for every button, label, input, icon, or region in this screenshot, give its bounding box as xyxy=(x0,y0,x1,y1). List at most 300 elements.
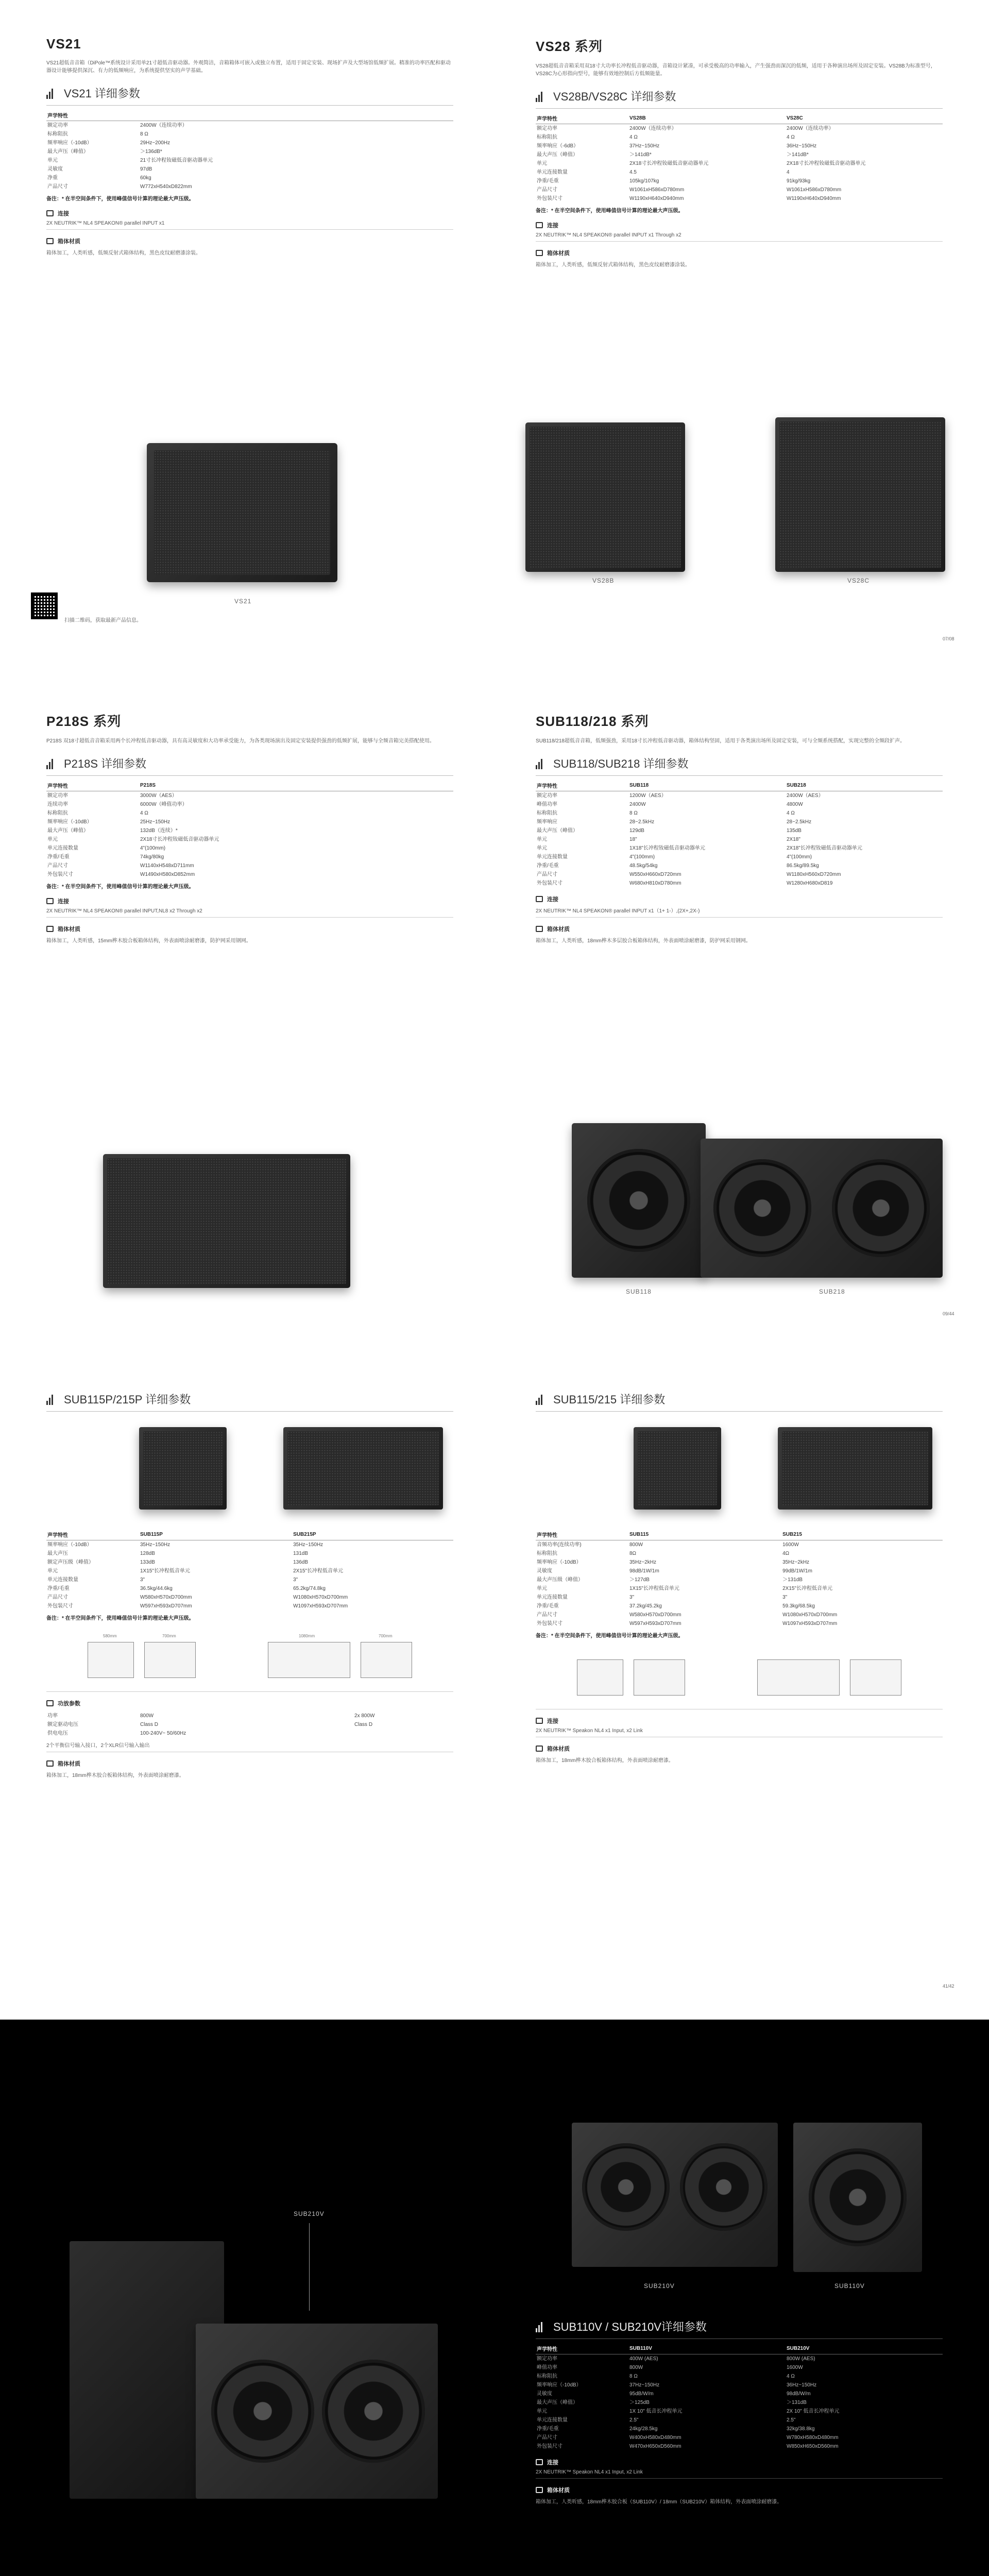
spec-value: ＞131dB xyxy=(782,1577,803,1583)
spec-value: 3" xyxy=(140,1577,145,1583)
divider xyxy=(46,917,453,918)
sub110v-spec-table xyxy=(536,2343,943,2451)
spec-value: 8 Ω xyxy=(629,810,638,816)
spec-value: Class D xyxy=(140,1722,159,1727)
spec-label: 净重/毛重 xyxy=(537,1603,559,1609)
spec-value: 1600W xyxy=(787,2365,803,2370)
spec-label: 灵敏度 xyxy=(537,1568,552,1574)
spec-label: 单元连接数量 xyxy=(537,170,568,175)
p218s-finish-body: 箱体加工，人类听感，15mm桦木胶合板箱体结构，外表面喷涂耐磨漆，防护网采用钢网。 xyxy=(46,938,251,944)
spec-value: W1190xH640xD940mm xyxy=(629,196,684,201)
spec-value: 36.5kg/44.6kg xyxy=(140,1586,173,1591)
spec-value: 29Hz~200Hz xyxy=(140,140,170,146)
table-header xyxy=(139,110,453,121)
spec-value: 74kg/80kg xyxy=(140,854,164,860)
spec-value: 35Hz~2kHz xyxy=(782,1560,810,1565)
vs28-intro: VS28超低音音箱采用双18寸大功率长冲程低音驱动器，音箱设计紧凑，可承受极高的功率输入，产生强劲而深沉的低频，适用于各种演出场所及固定安装。VS28B为标准型号，VS28C为心形指向型号，能够有效地控制后方低频能量。 xyxy=(536,63,936,77)
spec-label: 功率 xyxy=(47,1713,58,1719)
spec-value: 35Hz~150Hz xyxy=(140,1542,170,1548)
spec-value: W1490xH580xD852mm xyxy=(140,872,195,877)
dimension-label: 580mm xyxy=(103,1634,117,1638)
connector-icon xyxy=(46,898,54,904)
table-row xyxy=(46,1540,453,1550)
vs28-sec-head xyxy=(536,88,943,104)
spec-value: W580xH570xD700mm xyxy=(140,1595,192,1600)
divider xyxy=(536,108,943,109)
sub118-conn-body: 2X NEUTRIK™ NL4 SPEAKON® parallel INPUT x1（1+ 1-）,(2X+,2X-) xyxy=(536,908,700,914)
table-row xyxy=(536,853,943,861)
spec-value: ＞131dB xyxy=(787,2400,807,2405)
spec-value: W1080xH570xD700mm xyxy=(293,1595,348,1600)
spec-label: 单元连接数量 xyxy=(47,845,78,851)
divider xyxy=(46,1691,453,1692)
spec-label: 频率响应（-10dB） xyxy=(47,1542,92,1548)
spec-value: 37Hz~150Hz xyxy=(629,143,660,149)
p218s-sec-title: P218S 详细参数 xyxy=(64,757,147,770)
spec-value: W1097xH593xD707mm xyxy=(293,1603,348,1609)
spec-label: 标称阻抗 xyxy=(537,810,557,816)
p218s-sec-head xyxy=(46,755,453,771)
page-number: 41/42 xyxy=(943,1984,954,1989)
sub118-section xyxy=(536,711,943,944)
spec-value: W1061xH586xD780mm xyxy=(629,187,685,193)
vs28c-caption: VS28C xyxy=(847,577,870,584)
sub115p-conn-body: 2个平衡信号输入接口，2个XLR信号输入输出 xyxy=(46,1743,150,1749)
page-number: 09/44 xyxy=(943,1311,954,1316)
spec-value: 105kg/107kg xyxy=(629,178,659,184)
spec-label: 单元 xyxy=(47,158,58,163)
spec-label: 单元 xyxy=(537,161,547,166)
spec-label: 额定驱动电压 xyxy=(47,1722,78,1727)
table-row xyxy=(46,174,453,182)
spec-value: 97dB xyxy=(140,166,152,172)
p218s-conn-head xyxy=(46,897,453,905)
spec-label: 产品尺寸 xyxy=(537,187,557,193)
spec-value: 800W (AES) xyxy=(787,2356,815,2362)
spec-label: 单元 xyxy=(537,845,547,851)
table-row xyxy=(536,168,943,177)
spec-value: 100-240V~ 50/60Hz xyxy=(140,1731,186,1736)
sub118-sec-head xyxy=(536,755,943,771)
sub115-conn-body: 2X NEUTRIK™ Speakon NL4 x1 Input, x2 Link xyxy=(536,1728,643,1734)
sub115p-section xyxy=(46,1381,453,1778)
finish-title: 箱体材质 xyxy=(58,926,80,933)
spec-value: 32kg/38.8kg xyxy=(787,2426,815,2432)
spec-value: W1180xH560xD720mm xyxy=(787,872,841,877)
table-row xyxy=(536,1558,943,1567)
divider xyxy=(46,229,453,230)
bars-icon xyxy=(536,2321,548,2332)
table-row xyxy=(536,1611,943,1619)
cabinet-icon xyxy=(536,250,543,256)
vs21-note: 备注：* 在半空间条件下，使用峰值信号计算的理论最大声压级。 xyxy=(46,196,194,202)
table-row xyxy=(46,1575,453,1584)
sub115-spec-table xyxy=(536,1529,943,1628)
qr-code-icon xyxy=(31,592,58,619)
vs21-spec-table xyxy=(46,110,453,191)
spec-label: 单元连接数量 xyxy=(537,1595,568,1600)
table-row xyxy=(536,879,943,888)
sub118-finish-body: 箱体加工，人类听感，18mm桦木多层胶合板箱体结构，外表面喷涂耐磨漆，防护网采用钢网。 xyxy=(536,938,751,944)
connector-icon xyxy=(46,210,54,216)
spec-value: 4 Ω xyxy=(787,2374,795,2379)
spec-value: W1280xH680xD819 xyxy=(787,880,833,886)
spec-label: 最大声压（峰值） xyxy=(47,149,89,155)
sub115-images xyxy=(536,1412,943,1525)
spec-value: 1200W（AES） xyxy=(629,793,667,799)
spec-value: 2X18"长冲程钕磁低音驱动器单元 xyxy=(787,845,862,851)
spec-value: 35Hz~2kHz xyxy=(629,1560,656,1565)
spec-label: 净重/毛重 xyxy=(537,178,559,184)
spec-label: 净重 xyxy=(47,175,58,181)
finish-title: 箱体材质 xyxy=(58,1761,80,1767)
sub115p-amp-table xyxy=(46,1711,453,1738)
cabinet-icon xyxy=(536,1745,543,1752)
spec-value: W1140xH548xD711mm xyxy=(140,863,194,869)
sub115p-sec-head xyxy=(46,1391,453,1407)
dimension-drawing xyxy=(577,1659,623,1696)
table-row xyxy=(536,1549,943,1558)
divider xyxy=(536,2478,943,2479)
table-header: 声学特性 xyxy=(536,2343,628,2354)
spec-value: 59.3kg/68.5kg xyxy=(782,1603,815,1609)
sub118-intro: SUB118/218超低音音箱，低频强劲，采用18寸长冲程低音驱动器，箱体结构坚固，适用于各类演出场所及固定安装，可与全频系统搭配，实现完整的全频段扩声。 xyxy=(536,738,906,744)
spec-label: 最大声压 xyxy=(47,1551,68,1556)
cabinet-icon xyxy=(46,926,54,932)
sub115p-note: 备注：* 在半空间条件下，使用峰值信号计算的理论最大声压级。 xyxy=(46,1616,194,1621)
spec-label: 产品尺寸 xyxy=(47,1595,68,1600)
spec-value: 4 Ω xyxy=(629,134,638,140)
table-row xyxy=(536,2389,943,2398)
table-row xyxy=(46,1584,453,1593)
spec-value: 2X18寸长冲程钕磁低音驱动器单元 xyxy=(629,161,709,166)
table-row xyxy=(46,1729,453,1738)
spec-label: 峰值功率 xyxy=(537,2365,557,2370)
table-row xyxy=(536,1540,943,1550)
sub115p-finish-body: 箱体加工，18mm桦木胶合板箱体结构，外表面喷涂耐磨漆。 xyxy=(46,1773,184,1778)
table-header: SUB115 xyxy=(628,1529,781,1540)
sub115p-dimension-drawings xyxy=(46,1626,453,1688)
sub115-finish-head xyxy=(536,1744,943,1753)
spec-value: 86.5kg/89.5kg xyxy=(787,863,819,869)
table-row xyxy=(536,177,943,185)
spec-value: 36Hz~150Hz xyxy=(787,2382,817,2388)
spec-label: 单元 xyxy=(537,1586,547,1591)
vs21-intro: VS21超低音音箱（DiPole™系统设计采用单21寸超低音驱动器。外观简洁，音箱箱体可嵌入或独立布置，适用于固定安装、现场扩声及大型场馆低频扩展。精准的功率匹配和驱动器设计能够提供深沉、有力的低频响应，为系统提供坚实的声学基础。 xyxy=(46,60,451,74)
vs21-conn-head xyxy=(46,209,453,217)
spec-value: 800W xyxy=(629,1542,643,1548)
table-row xyxy=(46,121,453,130)
divider xyxy=(46,775,453,776)
sub110v-sec-title: SUB110V / SUB210V详细参数 xyxy=(553,2320,707,2333)
spec-label: 净重/毛重 xyxy=(47,1586,70,1591)
table-header: 声学特性 xyxy=(536,780,628,791)
table-row xyxy=(536,2372,943,2381)
amplifier-icon xyxy=(46,1700,54,1706)
spec-value: 99dB/1W/1m xyxy=(782,1568,812,1574)
finish-title: 箱体材质 xyxy=(547,250,570,257)
sub115p-sec-title: SUB115P/215P 详细参数 xyxy=(64,1393,191,1406)
p218s-intro: P218S 双18寸超低音音箱采用两个长冲程低音驱动器，具有高灵敏度和大功率承受能力，为各类现场演出及固定安装提供强劲的低频扩展，能够与全频音箱完美搭配使用。 xyxy=(46,738,435,744)
spec-value: 128dB xyxy=(140,1551,155,1556)
spec-value: 2400W（连续功率） xyxy=(629,126,677,131)
table-row xyxy=(536,2416,943,2425)
table-row xyxy=(536,826,943,835)
spec-value: 35Hz~150Hz xyxy=(293,1542,323,1548)
sub118-finish-head xyxy=(536,925,943,933)
sub118-conn-head xyxy=(536,895,943,903)
table-row xyxy=(536,1575,943,1584)
sub115-sec-title: SUB115/215 详细参数 xyxy=(553,1393,666,1406)
sub110v-conn-head xyxy=(536,2458,943,2466)
spec-value: ＞141dB* xyxy=(787,152,809,158)
vs28-title: VS28 系列 xyxy=(536,39,603,54)
spec-label: 外包装尺寸 xyxy=(47,872,73,877)
callout-label: SUB210V xyxy=(294,2210,325,2217)
table-header: 声学特性 xyxy=(536,1529,628,1540)
spec-value: 28~2.5kHz xyxy=(629,819,655,825)
spec-value: 133dB xyxy=(140,1560,155,1565)
spec-value: 2X18寸长冲程钕磁低音驱动器单元 xyxy=(140,837,219,842)
divider xyxy=(536,241,943,242)
table-row xyxy=(46,826,453,835)
vs21-conn-body: 2X NEUTRIK™ NL4 SPEAKON® parallel INPUT x1 xyxy=(46,221,165,226)
sub115-sec-head xyxy=(536,1391,943,1407)
spec-value: 37Hz~150Hz xyxy=(629,2382,660,2388)
conn-title: 连接 xyxy=(547,1718,558,1724)
spec-value: W680xH810xD780mm xyxy=(629,880,681,886)
spec-value: 2X 10" 低音长冲程单元 xyxy=(787,2409,840,2414)
sub118-speaker-image xyxy=(572,1123,706,1278)
spec-value: 2.5" xyxy=(629,2417,639,2423)
finish-title: 箱体材质 xyxy=(547,2487,570,2494)
divider xyxy=(46,105,453,106)
spec-label: 标称阻抗 xyxy=(537,134,557,140)
spec-value: 135dB xyxy=(787,828,802,834)
table-row xyxy=(46,1549,453,1558)
sub110v-caption: SUB110V xyxy=(834,2282,865,2290)
spec-value: 6000W（峰值功率） xyxy=(140,802,187,807)
spec-value: 2400W xyxy=(629,802,646,807)
spec-label: 外包装尺寸 xyxy=(537,2444,562,2449)
spec-label: 频率响应 xyxy=(537,819,557,825)
p218s-section xyxy=(46,711,453,944)
bars-icon xyxy=(536,758,548,769)
spec-label: 单元 xyxy=(47,1568,58,1574)
spec-value: 3" xyxy=(293,1577,298,1583)
spec-value: 1X 10" 低音长冲程单元 xyxy=(629,2409,683,2414)
spec-value: 2X15"长冲程低音单元 xyxy=(782,1586,832,1591)
table-row xyxy=(46,818,453,826)
cabinet-icon xyxy=(536,926,543,932)
spec-label: 最大声压（峰值） xyxy=(537,828,578,834)
sub210v-caption: SUB210V xyxy=(644,2282,675,2290)
spec-label: 净重/毛重 xyxy=(47,854,70,860)
table-row xyxy=(46,870,453,879)
spec-label: 峰值功率 xyxy=(537,802,557,807)
sub118-title: SUB118/218 系列 xyxy=(536,714,649,729)
spec-value: W470xH650xD560mm xyxy=(629,2444,681,2449)
spec-value: 800W xyxy=(140,1713,154,1719)
table-row xyxy=(46,853,453,861)
p218s-conn-body: 2X NEUTRIK™ NL4 SPEAKON® parallel INPUT,NL8 x2 Through x2 xyxy=(46,908,202,914)
vs21-finish-body: 箱体加工，人类听感，低频反射式箱体结构，黑色皮纹耐磨漆涂装。 xyxy=(46,250,201,256)
table-row xyxy=(46,861,453,870)
table-header: VS28B xyxy=(628,113,786,124)
sub115-finish-body: 箱体加工，18mm桦木胶合板箱体结构，外表面喷涂耐磨漆。 xyxy=(536,1758,674,1764)
bars-icon xyxy=(46,1394,59,1405)
sub110v-finish-body: 箱体加工，人类听感，18mm桦木胶合板（SUB110V）/ 18mm（SUB210V）箱体结构，外表面喷涂耐磨漆。 xyxy=(536,2499,782,2505)
cabinet-icon xyxy=(46,1760,54,1767)
dimension-drawing xyxy=(144,1642,196,1678)
table-row xyxy=(46,835,453,844)
spec-value: 3000W（AES） xyxy=(140,793,177,799)
table-row xyxy=(46,1711,453,1720)
spec-value: 28~2.5kHz xyxy=(787,819,812,825)
spec-value: W1061xH586xD780mm xyxy=(787,187,842,193)
spec-value: 98dB/1W/1m xyxy=(629,1568,659,1574)
sub110v-right-image xyxy=(793,2123,922,2272)
table-header: SUB210V xyxy=(786,2343,943,2354)
spec-value: W597xH593xD707mm xyxy=(629,1621,681,1626)
dimension-drawing xyxy=(634,1659,685,1696)
spec-value: 2400W（连续功率） xyxy=(787,126,834,131)
spec-label: 额定功率 xyxy=(537,793,557,799)
table-header: P218S xyxy=(139,780,453,791)
vs28b-caption: VS28B xyxy=(592,577,615,584)
spec-value: W1190xH640xD940mm xyxy=(787,196,841,201)
spec-value: W580xH570xD700mm xyxy=(629,1612,681,1618)
sub115-note: 备注：* 在半空间条件下，使用峰值信号计算的理论最大声压级。 xyxy=(536,1633,684,1639)
sub218-caption: SUB218 xyxy=(819,1288,845,1295)
spec-value: 2.5" xyxy=(787,2417,796,2423)
bars-icon xyxy=(46,758,59,769)
spec-value: 3" xyxy=(629,1595,635,1600)
cabinet-icon xyxy=(536,2487,543,2493)
spec-value: 1X15"长冲程低音单元 xyxy=(629,1586,679,1591)
sub118-spec-table xyxy=(536,780,943,888)
dimension-drawing xyxy=(268,1642,350,1678)
spec-value: 8Ω xyxy=(629,1551,637,1556)
table-row xyxy=(536,844,943,853)
connector-icon xyxy=(536,1718,543,1724)
connector-icon xyxy=(536,2459,543,2465)
table-header: SUB218 xyxy=(786,780,943,791)
spec-value: 98dB/W/m xyxy=(787,2391,811,2397)
sub118-caption: SUB118 xyxy=(626,1288,652,1295)
spec-value: 132dB（连续）* xyxy=(140,828,178,834)
spec-value: 1X18"长冲程钕磁低音驱动器单元 xyxy=(629,845,705,851)
spec-label: 额定功率 xyxy=(47,123,68,128)
spec-value: 4"(100mm) xyxy=(787,854,812,860)
table-row xyxy=(536,2442,943,2451)
table-row xyxy=(536,150,943,159)
spec-value: W850xH650xD560mm xyxy=(787,2444,839,2449)
spec-label: 产品尺寸 xyxy=(537,872,557,877)
spec-value: 91kg/93kg xyxy=(787,178,811,184)
spec-label: 频率响应（-10dB） xyxy=(47,819,92,825)
spec-label: 连续功率 xyxy=(47,802,68,807)
spec-label: 产品尺寸 xyxy=(537,1612,557,1618)
spec-value: 4 Ω xyxy=(787,810,795,816)
spec-value: W1080xH570xD700mm xyxy=(782,1612,838,1618)
spec-label: 标称阻抗 xyxy=(47,810,68,816)
spec-value: 1X15"长冲程低音单元 xyxy=(140,1568,190,1574)
sub110v-section xyxy=(536,2308,943,2505)
amp-title: 功放参数 xyxy=(58,1701,80,1707)
vs28-conn-head xyxy=(536,221,943,229)
table-row xyxy=(536,2407,943,2416)
vs21-speaker-image xyxy=(147,443,337,582)
table-row xyxy=(46,809,453,818)
spec-value: W400xH580xD480mm xyxy=(629,2435,681,2441)
connector-icon xyxy=(536,222,543,228)
spec-label: 产品尺寸 xyxy=(47,863,68,869)
table-row xyxy=(536,142,943,150)
table-row xyxy=(536,2354,943,2364)
table-row xyxy=(536,861,943,870)
table-header: SUB215 xyxy=(781,1529,943,1540)
spec-label: 产品尺寸 xyxy=(537,2435,557,2441)
spec-value: Class D xyxy=(354,1722,373,1727)
spec-value: 36Hz~150Hz xyxy=(787,143,817,149)
spec-value: 95dB/W/m xyxy=(629,2391,654,2397)
table-row xyxy=(536,1584,943,1593)
table-header: 声学特性 xyxy=(46,780,139,791)
spec-label: 最大声压级（峰值） xyxy=(537,1577,583,1583)
spec-value: 2x 800W xyxy=(354,1713,375,1719)
vs21-section xyxy=(46,36,453,256)
sub115-section xyxy=(536,1381,943,1764)
qr-text: 扫描二维码，获取最新产品信息。 xyxy=(64,618,142,623)
table-row xyxy=(536,2381,943,2389)
spec-value: 4 Ω xyxy=(787,134,795,140)
spec-label: 单元连接数量 xyxy=(537,2417,568,2423)
table-row xyxy=(536,870,943,879)
spec-value: ＞141dB* xyxy=(629,152,652,158)
vs28-finish-head xyxy=(536,249,943,257)
table-row xyxy=(536,124,943,133)
cabinet-icon xyxy=(46,238,54,244)
conn-title: 连接 xyxy=(547,896,558,903)
dimension-label: 1080mm xyxy=(299,1634,315,1638)
divider xyxy=(536,917,943,918)
spec-label: 供电电压 xyxy=(47,1731,68,1736)
spec-value: W780xH580xD480mm xyxy=(787,2435,839,2441)
finish-title: 箱体材质 xyxy=(547,1746,570,1752)
table-row xyxy=(46,844,453,853)
spec-value: 37.2kg/45.2kg xyxy=(629,1603,662,1609)
spec-value: 8 Ω xyxy=(140,131,148,137)
table-row xyxy=(536,1602,943,1611)
vs28-section xyxy=(536,36,943,268)
dimension-drawing xyxy=(757,1659,840,1696)
divider xyxy=(536,2338,943,2339)
spec-value: 4 xyxy=(787,170,790,175)
spec-value: 4.5 xyxy=(629,170,637,175)
conn-title: 连接 xyxy=(58,899,69,905)
spec-value: W597xH593xD707mm xyxy=(140,1603,192,1609)
vs28c-speaker-image xyxy=(775,417,945,572)
spec-value: 129dB xyxy=(629,828,644,834)
p218s-speaker-image xyxy=(103,1154,350,1288)
table-row xyxy=(46,139,453,147)
p218s-note: 备注：* 在半空间条件下，使用峰值信号计算的理论最大声压级。 xyxy=(46,884,194,890)
table-row xyxy=(536,2363,943,2372)
spec-label: 净重/毛重 xyxy=(537,863,559,869)
spec-label: 频率响应（-10dB） xyxy=(47,140,92,146)
table-row xyxy=(536,791,943,801)
